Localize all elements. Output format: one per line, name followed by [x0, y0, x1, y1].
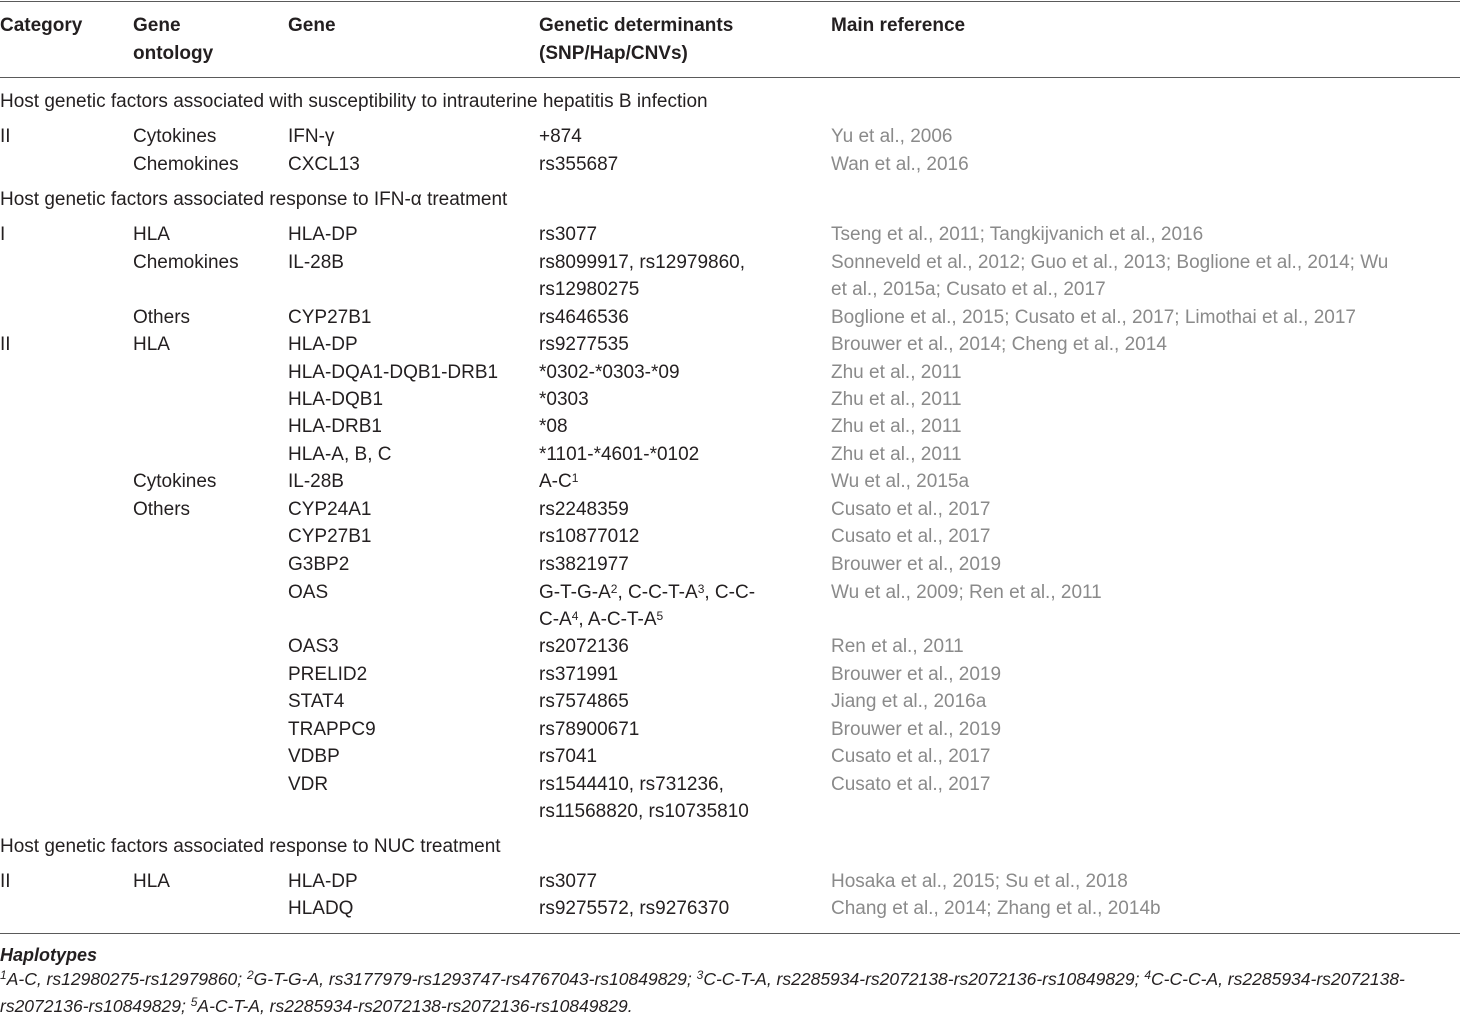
- cell-determinant: rs7041: [539, 746, 598, 767]
- cell-gene: IL-28B: [288, 252, 344, 273]
- cell-reference: Brouwer et al., 2019: [831, 664, 1002, 685]
- cell-gene: HLA-DRB1: [288, 416, 382, 437]
- cell-reference: Jiang et al., 2016a: [831, 691, 987, 712]
- cell-determinant: rs355687: [539, 154, 619, 175]
- cell-gene: CYP27B1: [288, 307, 372, 328]
- cell-reference: Hosaka et al., 2015; Su et al., 2018: [831, 871, 1128, 892]
- cell-determinant: $A-C^1$: [539, 471, 579, 492]
- top-rule: [0, 1, 1460, 2]
- cell-determinant: rs2072136: [539, 636, 629, 657]
- cell-gene: STAT4: [288, 691, 345, 712]
- cell-determinant: rs7574865: [539, 691, 629, 712]
- cell-determinant: $G-T-G-A^2$, $C-C-T-A^3$, C-C-: [539, 582, 756, 603]
- cell-gene: CXCL13: [288, 154, 360, 175]
- section-title: Host genetic factors associated response to NUC treatment: [0, 836, 501, 857]
- cell-determinant: rs10877012: [539, 526, 640, 547]
- cell-reference: Tseng et al., 2011; Tangkijvanich et al., 2016: [831, 224, 1204, 245]
- cell-reference: Zhu et al., 2011: [831, 389, 962, 410]
- cell-ontology: Cytokines: [133, 126, 217, 147]
- cell-determinant-cont: rs12980275: [539, 279, 640, 300]
- cell-reference: Sonneveld et al., 2012; Guo et al., 2013; Boglione et al., 2014; Wu: [831, 252, 1389, 273]
- cell-reference: Chang et al., 2014; Zhang et al., 2014b: [831, 898, 1161, 919]
- cell-determinant: *0302-*0303-*09: [539, 362, 680, 383]
- cell-reference: Brouwer et al., 2019: [831, 719, 1002, 740]
- header-gene-ontology-1: Gene: [133, 15, 181, 36]
- cell-reference: Cusato et al., 2017: [831, 526, 991, 547]
- cell-gene: G3BP2: [288, 554, 350, 575]
- cell-determinant: rs9277535: [539, 334, 629, 355]
- cell-category: II: [0, 334, 11, 355]
- cell-gene: PRELID2: [288, 664, 368, 685]
- cell-category: I: [0, 224, 6, 245]
- cell-determinant: rs3821977: [539, 554, 629, 575]
- cell-determinant: rs371991: [539, 664, 619, 685]
- cell-reference: Zhu et al., 2011: [831, 444, 962, 465]
- cell-gene: TRAPPC9: [288, 719, 376, 740]
- cell-determinant-cont: $C-A^4$, $A-C-T-A^5$: [539, 609, 664, 630]
- cell-category: II: [0, 871, 11, 892]
- footnote-title: Haplotypes: [0, 945, 98, 965]
- cell-reference: Brouwer et al., 2014; Cheng et al., 2014: [831, 334, 1167, 355]
- cell-reference: Cusato et al., 2017: [831, 746, 991, 767]
- cell-gene: VDBP: [288, 746, 340, 767]
- cell-determinant: rs78900671: [539, 719, 640, 740]
- cell-gene: OAS3: [288, 636, 339, 657]
- header-gene-ontology-2: ontology: [133, 43, 214, 64]
- cell-ontology: HLA: [133, 334, 170, 355]
- cell-determinant: rs9275572, rs9276370: [539, 898, 730, 919]
- cell-gene: HLA-A, B, C: [288, 444, 392, 465]
- cell-reference-cont: et al., 2015a; Cusato et al., 2017: [831, 279, 1106, 300]
- section-title: Host genetic factors associated with susceptibility to intrauterine hepatitis B infection: [0, 91, 708, 112]
- cell-gene: IFN-γ: [288, 126, 335, 147]
- cell-reference: Wan et al., 2016: [831, 154, 969, 175]
- cell-determinant: rs3077: [539, 871, 598, 892]
- cell-gene: HLA-DQA1-DQB1-DRB1: [288, 362, 499, 383]
- cell-gene: HLA-DP: [288, 871, 358, 892]
- footnote-marker: 5: [656, 609, 664, 623]
- cell-determinant: rs3077: [539, 224, 598, 245]
- cell-ontology: Chemokines: [133, 154, 239, 175]
- cell-gene: VDR: [288, 774, 329, 795]
- cell-determinant: rs2248359: [539, 499, 629, 520]
- cell-reference: Zhu et al., 2011: [831, 416, 962, 437]
- cell-gene: CYP27B1: [288, 526, 372, 547]
- cell-reference: Zhu et al., 2011: [831, 362, 962, 383]
- cell-determinant: rs8099917, rs12979860,: [539, 252, 745, 273]
- cell-gene: HLA-DP: [288, 334, 358, 355]
- cell-ontology: Cytokines: [133, 471, 217, 492]
- header-determinants-1: Genetic determinants: [539, 15, 734, 36]
- cell-gene: IL-28B: [288, 471, 344, 492]
- header-reference: Main reference: [831, 15, 966, 36]
- cell-reference: Wu et al., 2015a: [831, 471, 970, 492]
- cell-reference: Yu et al., 2006: [831, 126, 953, 147]
- footnote-marker: 4: [571, 609, 579, 623]
- header-category: Category: [0, 15, 83, 36]
- header-determinants-2: (SNP/Hap/CNVs): [539, 43, 688, 64]
- footnote-text: $^1$A-C, rs12980275-rs12979860; $^2$G-T-G-A, rs3177979-rs1293747-rs4767043-rs10849829; $^3$C-C-T-A, rs2285934-rs2072138-rs2072136-rs10849829; $^4$C-C-C-A, rs2285934-rs2072138-rs2072136-rs10849829; $^5$A-C-T-A, rs2285934-rs2072138-rs2072136-rs10849829.: [0, 968, 1405, 1016]
- cell-determinant: *1101-*4601-*0102: [539, 444, 700, 465]
- cell-gene: HLADQ: [288, 898, 354, 919]
- cell-determinant: *0303: [539, 389, 589, 410]
- cell-ontology: Others: [133, 307, 191, 328]
- cell-category: II: [0, 126, 11, 147]
- cell-gene: HLA-DP: [288, 224, 358, 245]
- cell-ontology: Others: [133, 499, 191, 520]
- cell-gene: HLA-DQB1: [288, 389, 384, 410]
- cell-determinant: rs4646536: [539, 307, 629, 328]
- bottom-rule: [0, 933, 1460, 934]
- header-gene: Gene: [288, 15, 336, 36]
- cell-determinant: +874: [539, 126, 582, 147]
- cell-gene: CYP24A1: [288, 499, 372, 520]
- cell-reference: Brouwer et al., 2019: [831, 554, 1002, 575]
- cell-gene: OAS: [288, 582, 329, 603]
- footnote-marker: 2: [610, 582, 618, 596]
- cell-ontology: HLA: [133, 871, 170, 892]
- cell-reference: Cusato et al., 2017: [831, 774, 991, 795]
- cell-reference: Ren et al., 2011: [831, 636, 964, 657]
- cell-determinant: *08: [539, 416, 568, 437]
- section-title: Host genetic factors associated response to IFN-α treatment: [0, 189, 508, 210]
- cell-ontology: Chemokines: [133, 252, 239, 273]
- cell-determinant: rs1544410, rs731236,: [539, 774, 724, 795]
- cell-reference: Wu et al., 2009; Ren et al., 2011: [831, 582, 1102, 603]
- footnote-marker: 3: [697, 582, 705, 596]
- cell-determinant-cont: rs11568820, rs10735810: [539, 801, 749, 822]
- header-rule: [0, 77, 1460, 78]
- cell-ontology: HLA: [133, 224, 170, 245]
- footnote-marker: 1: [571, 471, 579, 485]
- cell-reference: Boglione et al., 2015; Cusato et al., 2017; Limothai et al., 2017: [831, 307, 1356, 328]
- cell-reference: Cusato et al., 2017: [831, 499, 991, 520]
